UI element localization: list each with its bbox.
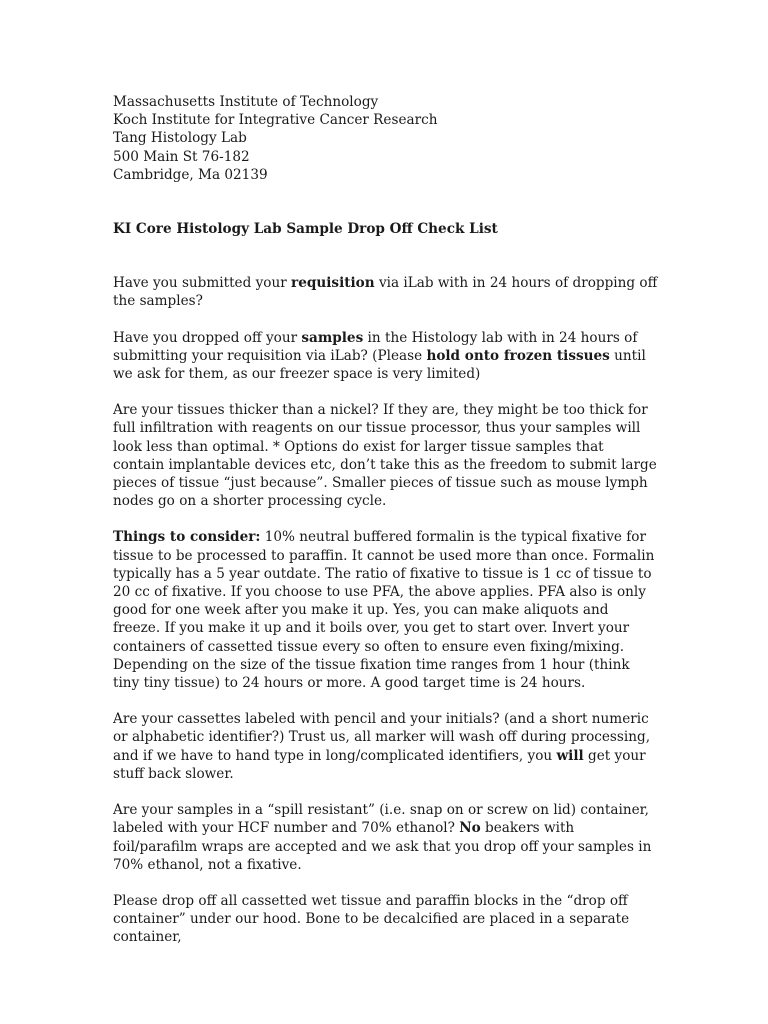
emphasis-frozen-tissues: hold onto frozen tissues bbox=[426, 347, 610, 364]
paragraph-text: beakers with foil/parafilm wraps are accepted and we ask that you drop off your samples in 70% ethanol, not a fixative. bbox=[113, 820, 652, 873]
address-line-lab: Tang Histology Lab bbox=[113, 130, 247, 147]
paragraph-cassette-labels bbox=[113, 710, 658, 783]
paragraph-text: get your stuff back slower. bbox=[113, 747, 646, 782]
address-line-institute: Koch Institute for Integrative Cancer Research bbox=[113, 112, 438, 129]
emphasis-no: No bbox=[459, 820, 481, 837]
paragraph-text: 10% neutral buffered formalin is the typical fixative for tissue to be processed to paraffin. It cannot be used more than once. Formalin typically has a 5 year outdate. The ratio of fixative to tissue is 1 cc of tissue to 20 cc of fixative. If you choose to use PFA, the above applies. PFA also is only good for one week after you make it up. Yes, you can make aliquots and freeze. If you make it up and it boils over, you get to start over. Invert your containers of cassetted tissue every so often to ensure even fixing/mixing. Depending on the size of the tissue fixation time ranges from 1 hour (think tiny tiny tissue) to 24 hours or more. A good target time is 24 hours. bbox=[113, 529, 655, 692]
paragraph-requisition bbox=[113, 274, 658, 310]
paragraph-text: Have you dropped off your bbox=[113, 329, 302, 346]
emphasis-samples: samples bbox=[301, 329, 364, 346]
emphasis-things-to-consider: Things to consider: bbox=[113, 529, 261, 546]
paragraph-text: via iLab with in 24 hours of dropping off the samples? bbox=[113, 275, 658, 310]
address-line-street: 500 Main St 76-182 bbox=[113, 148, 250, 165]
paragraph-text: Are your samples in a “spill resistant” (i.e. snap on or screw on lid) container, labeled with your HCF number and 70% ethanol? bbox=[113, 802, 649, 837]
paragraph-text: in the Histology lab with in 24 hours of submitting your requisition via iLab? (Please bbox=[113, 329, 638, 364]
paragraph-text: Are your cassettes labeled with pencil and your initials? (and a short numeric or alphabetic identifier?) Trust us, all marker will wash off during processing, and if we have to hand type in long/complicated identifiers, you bbox=[113, 711, 651, 764]
document-body bbox=[113, 93, 658, 947]
paragraph-tissue-thickness: Are your tissues thicker than a nickel? If they are, they might be too thick for full infiltration with reagents on our tissue processor, thus your samples will look less than optimal. * Options do exist for larger tissue samples that contain implantable devices etc, don’t take this as the freedom to submit large pieces of tissue “just because”. Smaller pieces of tissue such as mouse lymph nodes go on a shorter processing cycle. bbox=[113, 402, 657, 510]
paragraph-samples bbox=[113, 329, 658, 384]
address-line-institution: Massachusetts Institute of Technology bbox=[113, 94, 379, 110]
paragraph-text: until we ask for them, as our freezer space is very limited) bbox=[113, 347, 646, 383]
paragraph-text: Have you submitted your bbox=[113, 275, 292, 292]
paragraph-things-to-consider bbox=[113, 528, 658, 692]
emphasis-requisition: requisition bbox=[291, 275, 375, 292]
address-block bbox=[113, 93, 658, 184]
address-line-city: Cambridge, Ma 02139 bbox=[113, 166, 268, 183]
emphasis-will: will bbox=[556, 747, 584, 764]
paragraph-containers bbox=[113, 801, 658, 874]
document-title: KI Core Histology Lab Sample Drop Off Check List bbox=[113, 221, 498, 238]
paragraph-drop-off: Please drop off all cassetted wet tissue and paraffin blocks in the “drop off container” under our hood. Bone to be decalcified are placed in a separate container, bbox=[113, 892, 630, 946]
